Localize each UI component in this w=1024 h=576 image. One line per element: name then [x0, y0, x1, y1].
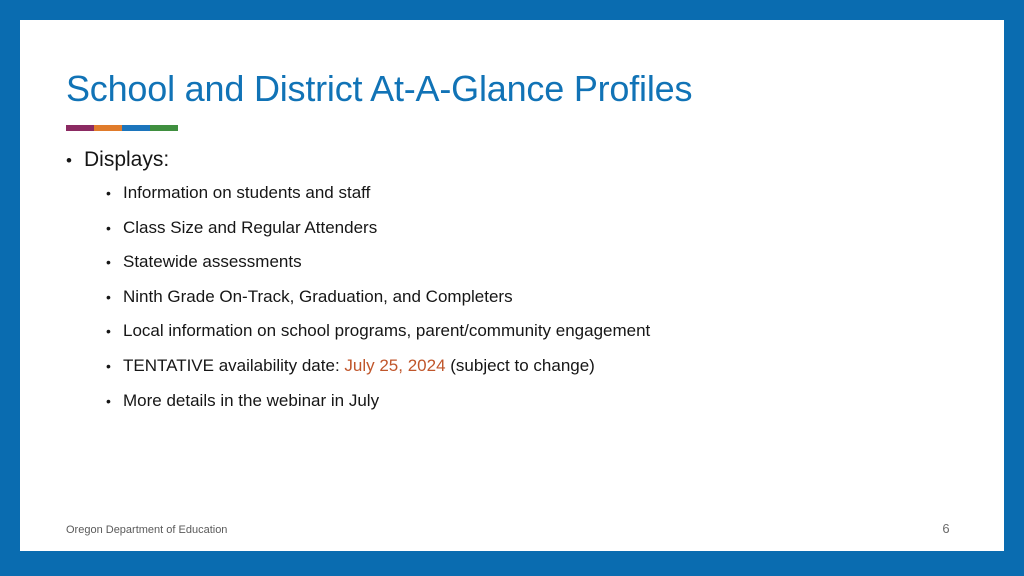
bullet-glyph-icon: •: [66, 151, 72, 170]
list-item-label: [123, 356, 595, 376]
list-item-lead: [20, 148, 1004, 183]
tentative-date-value: July 25, 2024: [344, 355, 446, 375]
list-item-label: Information on students and staff: [123, 183, 371, 202]
list-item: [20, 218, 1004, 253]
footer-organization: Oregon Department of Education: [66, 524, 228, 536]
bullet-glyph-icon: •: [106, 219, 111, 236]
list-item-label: Displays:: [84, 148, 170, 171]
list-item-label: Local information on school programs, parent/community engagement: [123, 321, 651, 341]
accent-segment-1: [66, 125, 94, 131]
bullet-glyph-icon: •: [106, 288, 111, 305]
accent-segment-4: [150, 125, 178, 131]
list-item: [20, 252, 1004, 287]
list-item-label: Statewide assessments: [123, 252, 302, 272]
list-item: [20, 183, 1004, 218]
bullet-glyph-icon: •: [106, 185, 111, 201]
list-item-label: Class Size and Regular Attenders: [123, 217, 378, 237]
page-title: School and District At-A-Glance Profiles: [66, 68, 693, 109]
title-accent-bar: [66, 125, 178, 131]
slide-canvas: [20, 20, 1004, 551]
list-item-label: More details in the webinar in July: [123, 390, 380, 410]
tentative-date-suffix: (subject to change): [445, 355, 595, 375]
bullet-glyph-icon: •: [106, 392, 111, 409]
bullet-glyph-icon: •: [106, 323, 111, 340]
list-item-label: Ninth Grade On-Track, Graduation, and Completers: [123, 286, 513, 306]
tentative-date-prefix: TENTATIVE availability date:: [123, 355, 345, 375]
bullet-list: [20, 148, 1004, 425]
accent-segment-2: [94, 125, 122, 131]
bullet-glyph-icon: •: [106, 357, 111, 374]
list-item-tentative-date: [20, 356, 1004, 391]
list-item: [20, 391, 1004, 426]
bullet-glyph-icon: •: [106, 254, 111, 271]
list-item: [20, 287, 1004, 322]
accent-segment-3: [122, 125, 150, 131]
list-item: [20, 321, 1004, 356]
page-number: 6: [942, 521, 950, 536]
